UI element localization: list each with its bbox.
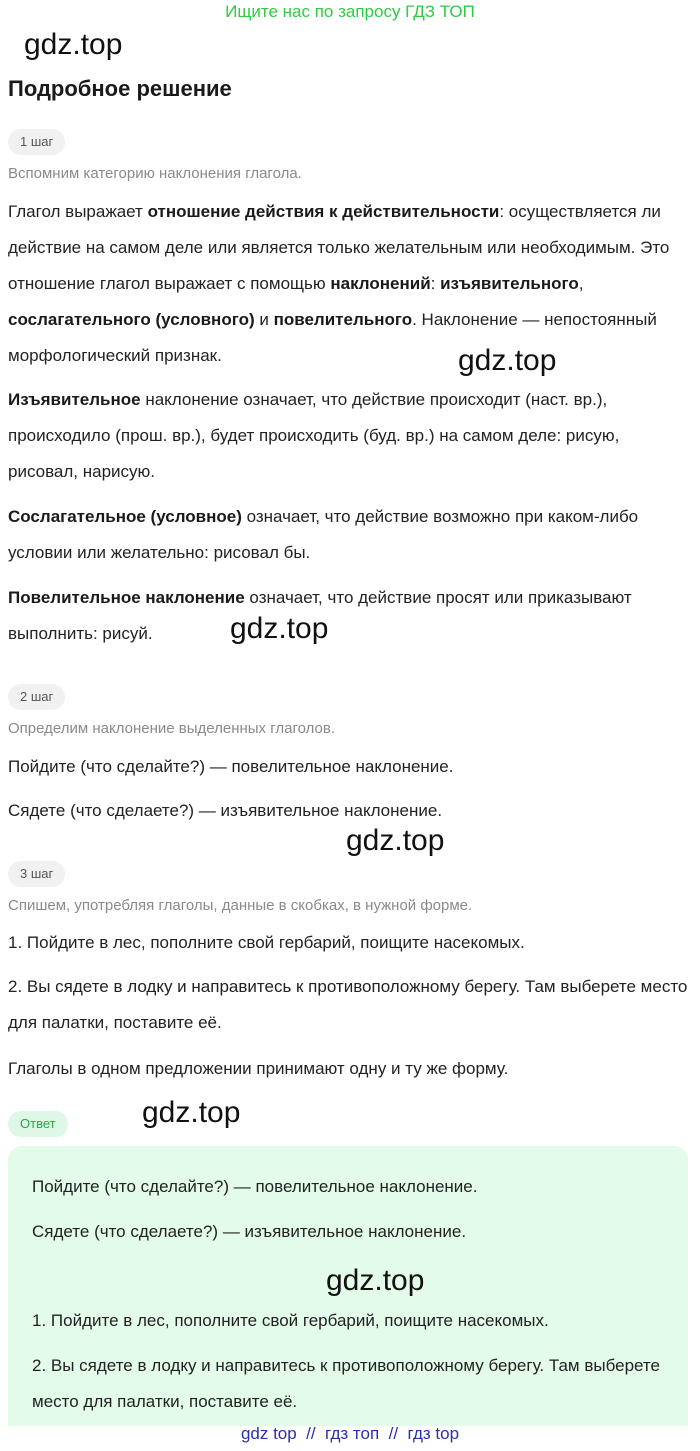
step-3-badge: 3 шаг — [8, 861, 65, 887]
watermark-logo: gdz.top — [326, 1264, 425, 1297]
step-2-badge: 2 шаг — [8, 684, 65, 710]
answer-badge: Ответ — [8, 1111, 68, 1137]
step-1-paragraph-2: Изъявительное наклонение означает, что действие происходит (наст. вр.), происходило (прош. вр.), будет происходить (буд. вр.) на самом деле: рисую, рисовал, нарисую. — [8, 390, 620, 481]
step-1-hint: Вспомним категорию наклонения глагола. — [8, 165, 302, 182]
step-2-line-1: Пойдите (что сделайте?) — повелительное наклонение. — [8, 757, 454, 776]
watermark-logo: gdz.top — [24, 28, 123, 61]
footer-links[interactable]: gdz top // гдз топ // гдз top — [240, 1424, 460, 1443]
step-3-line-2: 2. Вы сядете в лодку и направитесь к противоположному берегу. Там выберете место для палатки, поставите её. — [8, 977, 688, 1032]
search-banner: Ищите нас по запросу ГДЗ ТОП — [225, 2, 475, 21]
step-1-paragraph-3: Сослагательное (условное) означает, что действие возможно при каком-либо условии или желательно: рисовал бы. — [8, 507, 639, 562]
watermark-logo: gdz.top — [346, 824, 445, 857]
watermark-logo: gdz.top — [458, 344, 557, 377]
answer-line-1: Пойдите (что сделайте?) — повелительное наклонение. — [32, 1177, 478, 1196]
step-1-paragraph-1: Глагол выражает отношение действия к действительности: осуществляется ли действие на самом деле или является только желательным или необходимым. Это отношение глагол выражает с помощью наклонений: изъявительного, сослагательного (условного) и повелительного. Наклонение — непостоянный морфологический признак. — [8, 202, 670, 365]
watermark-logo: gdz.top — [230, 612, 329, 645]
step-3-hint: Спишем, употребляя глаголы, данные в скобках, в нужной форме. — [8, 897, 473, 914]
step-1-badge: 1 шаг — [8, 129, 65, 155]
step-2-line-2: Сядете (что сделаете?) — изъявительное наклонение. — [8, 801, 443, 820]
step-1-paragraph-4: Повелительное наклонение означает, что действие просят или приказывают выполнить: рисуй. — [8, 588, 632, 643]
page-title: Подробное решение — [8, 76, 232, 101]
answer-line-4: 2. Вы сядете в лодку и направитесь к противоположному берегу. Там выберете место для палатки, поставите её. — [32, 1356, 660, 1411]
step-2-hint: Определим наклонение выделенных глаголов. — [8, 720, 336, 737]
watermark-logo: gdz.top — [142, 1096, 241, 1129]
answer-line-2: Сядете (что сделаете?) — изъявительное наклонение. — [32, 1222, 467, 1241]
step-3-line-1: 1. Пойдите в лес, пополните свой гербарий, поищите насекомых. — [8, 933, 525, 952]
step-3-line-3: Глаголы в одном предложении принимают одну и ту же форму. — [8, 1059, 509, 1078]
answer-line-3: 1. Пойдите в лес, пополните свой гербарий, поищите насекомых. — [32, 1311, 549, 1330]
